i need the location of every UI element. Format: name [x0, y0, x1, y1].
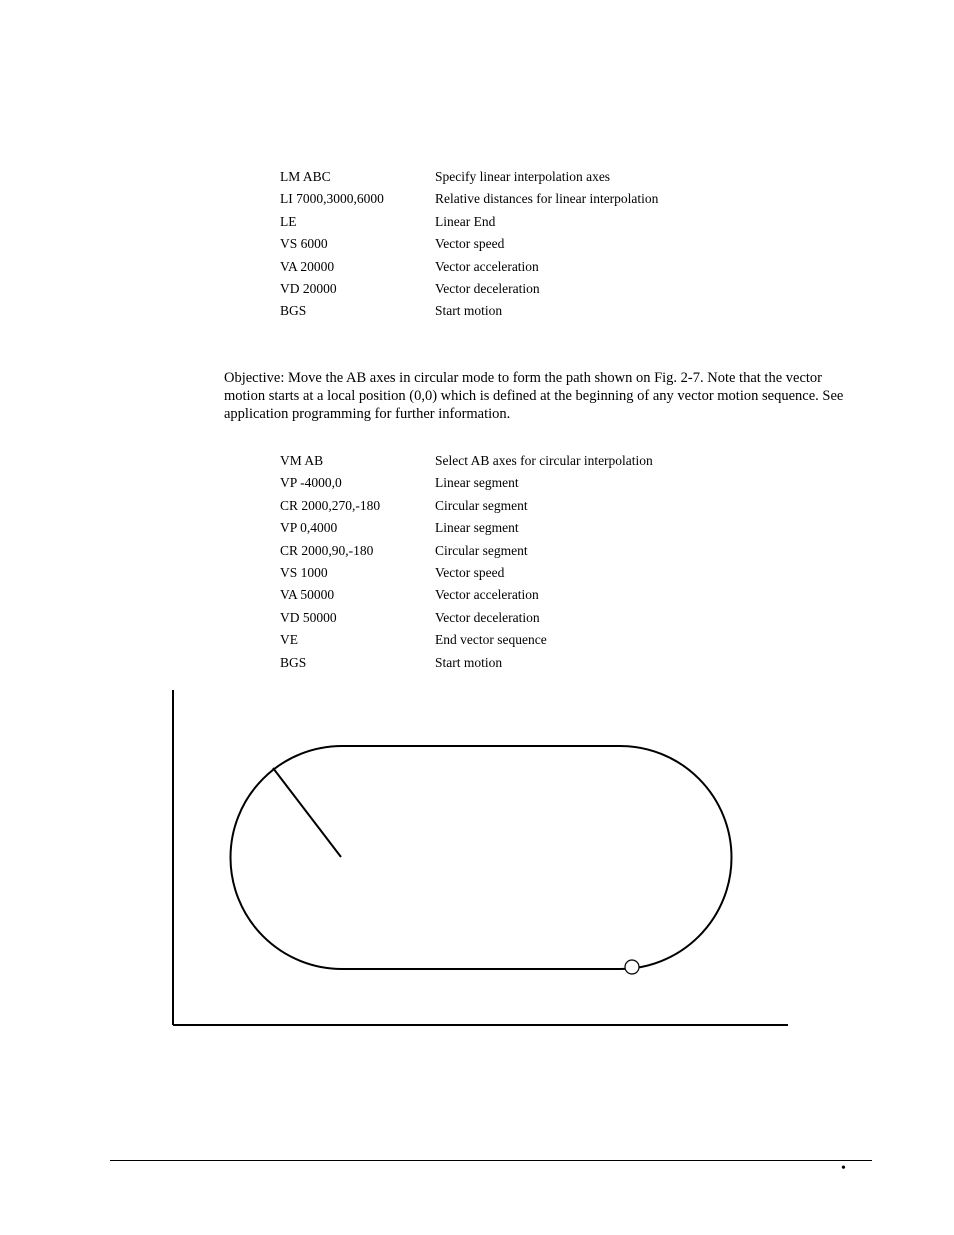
command-code: VS 6000 [280, 236, 328, 252]
command-code: CR 2000,90,-180 [280, 542, 374, 558]
command-description: Linear End [435, 213, 496, 229]
command-description: Start motion [435, 303, 503, 319]
command-description: Vector deceleration [435, 609, 540, 625]
command-description: Circular segment [435, 497, 528, 513]
command-code: CR 2000,270,-180 [280, 497, 381, 513]
command-description: Vector deceleration [435, 280, 540, 296]
command-code: VE [280, 632, 298, 648]
command-description: Start motion [435, 654, 503, 670]
command-description: Vector speed [435, 236, 505, 252]
command-description: Circular segment [435, 542, 528, 558]
command-code: VP 0,4000 [280, 520, 338, 536]
command-code: BGS [280, 303, 307, 319]
command-code: VA 20000 [280, 258, 335, 274]
command-code: VS 1000 [280, 564, 328, 580]
objective-paragraph: Objective: Move the AB axes in circular mode to form the path shown on Fig. 2-7. Note that the vector motion starts at a local position (0,0) which is defined at the beginning of any vector motion sequence. See application programming for further information. [224, 370, 844, 422]
command-code: VD 50000 [280, 609, 337, 625]
command-description: Linear segment [435, 475, 519, 491]
footer-divider [110, 1160, 872, 1161]
command-description: Relative distances for linear interpolation [435, 191, 659, 207]
command-code: VA 50000 [280, 587, 335, 603]
footer-bullet: • [841, 1161, 846, 1176]
command-code: LE [280, 213, 297, 229]
command-description: Vector acceleration [435, 587, 539, 603]
command-code: BGS [280, 654, 307, 670]
command-code: VD 20000 [280, 280, 337, 296]
command-description: Vector speed [435, 564, 505, 580]
circular-motion-path [231, 746, 732, 969]
command-description: Select AB axes for circular interpolation [435, 453, 653, 468]
command-code: VM AB [280, 453, 324, 468]
command-description: End vector sequence [435, 632, 547, 648]
command-code: LM ABC [280, 169, 331, 184]
start-point-marker [625, 960, 639, 974]
command-code: LI 7000,3000,6000 [280, 191, 384, 207]
command-description: Specify linear interpolation axes [435, 169, 611, 184]
command-description: Linear segment [435, 520, 519, 536]
command-description: Vector acceleration [435, 258, 539, 274]
radius-line [273, 768, 341, 857]
command-code: VP -4000,0 [280, 475, 342, 491]
